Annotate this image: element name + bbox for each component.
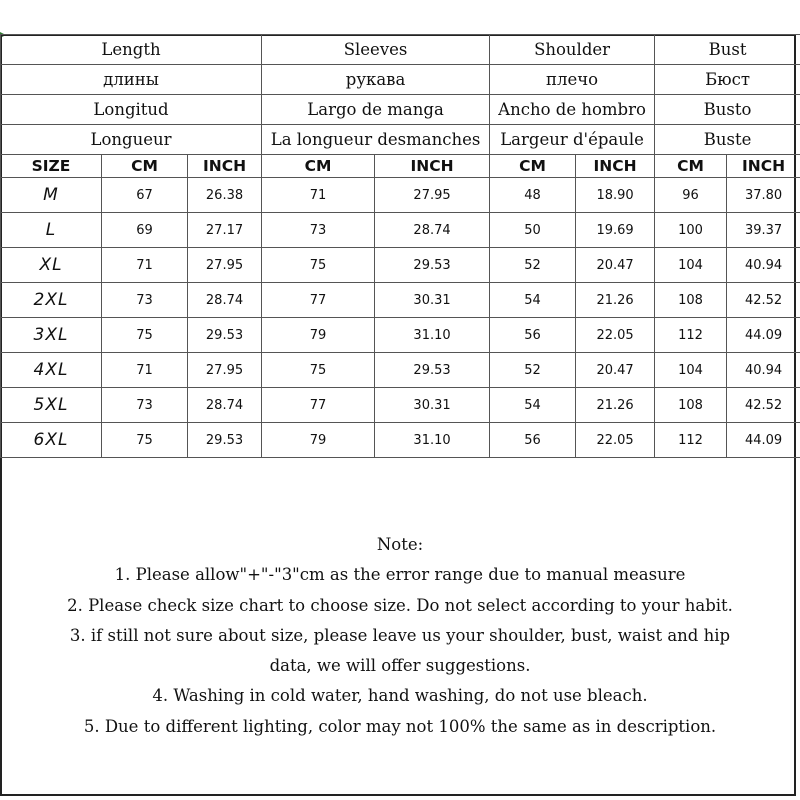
shoulder-inch-cell: 20.47 — [576, 353, 655, 388]
header-bust: Bust — [655, 35, 800, 65]
bust-inch-header: INCH — [727, 155, 800, 178]
length-cm-header: CM — [102, 155, 188, 178]
header-bust: Buste — [655, 125, 800, 155]
bust-cm-cell: 104 — [655, 353, 727, 388]
length-inch-cell: 27.95 — [188, 248, 262, 283]
bust-inch-cell: 44.09 — [727, 423, 800, 458]
shoulder-cm-cell: 54 — [490, 388, 576, 423]
bust-inch-cell: 40.94 — [727, 248, 800, 283]
header-bust: Бюст — [655, 65, 800, 95]
shoulder-cm-header: CM — [490, 155, 576, 178]
length-cm-cell: 73 — [102, 283, 188, 318]
size-cell: 4XL — [1, 353, 102, 388]
size-column-header: SIZE — [1, 155, 102, 178]
shoulder-inch-cell: 19.69 — [576, 213, 655, 248]
size-row — [1, 423, 800, 458]
header-sleeves: Largo de manga — [262, 95, 490, 125]
size-cell: 6XL — [1, 423, 102, 458]
length-inch-cell: 28.74 — [188, 283, 262, 318]
header-row-french — [1, 125, 800, 155]
length-cm-cell: 69 — [102, 213, 188, 248]
sleeves-cm-cell: 77 — [262, 283, 375, 318]
header-length: длины — [1, 65, 262, 95]
length-cm-cell: 75 — [102, 423, 188, 458]
bust-cm-cell: 108 — [655, 283, 727, 318]
length-inch-cell: 29.53 — [188, 318, 262, 353]
length-inch-cell: 27.17 — [188, 213, 262, 248]
bust-inch-cell: 40.94 — [727, 353, 800, 388]
sleeves-inch-cell: 30.31 — [375, 283, 490, 318]
length-inch-header: INCH — [188, 155, 262, 178]
sleeves-cm-cell: 75 — [262, 248, 375, 283]
header-shoulder: Ancho de hombro — [490, 95, 655, 125]
shoulder-inch-cell: 20.47 — [576, 248, 655, 283]
shoulder-inch-header: INCH — [576, 155, 655, 178]
sleeves-inch-cell: 28.74 — [375, 213, 490, 248]
shoulder-cm-cell: 48 — [490, 178, 576, 213]
header-bust: Busto — [655, 95, 800, 125]
bust-cm-cell: 100 — [655, 213, 727, 248]
size-cell: L — [1, 213, 102, 248]
header-shoulder: плечо — [490, 65, 655, 95]
shoulder-cm-cell: 56 — [490, 318, 576, 353]
sleeves-inch-cell: 31.10 — [375, 318, 490, 353]
length-inch-cell: 27.95 — [188, 353, 262, 388]
shoulder-inch-cell: 21.26 — [576, 283, 655, 318]
length-cm-cell: 71 — [102, 248, 188, 283]
bust-inch-cell: 42.52 — [727, 283, 800, 318]
notes-section — [0, 530, 800, 742]
header-sleeves: La longueur desmanches — [262, 125, 490, 155]
bust-inch-cell: 37.80 — [727, 178, 800, 213]
size-cell: XL — [1, 248, 102, 283]
bust-cm-cell: 104 — [655, 248, 727, 283]
shoulder-inch-cell: 18.90 — [576, 178, 655, 213]
shoulder-cm-cell: 50 — [490, 213, 576, 248]
size-chart-table — [0, 34, 800, 458]
sleeves-cm-cell: 77 — [262, 388, 375, 423]
note-line-1: 1. Please allow"+"-"3"cm as the error range due to manual measure — [114, 565, 686, 585]
header-sleeves: Sleeves — [262, 35, 490, 65]
length-cm-cell: 67 — [102, 178, 188, 213]
size-cell: M — [1, 178, 102, 213]
sleeves-inch-cell: 29.53 — [375, 353, 490, 388]
size-row — [1, 318, 800, 353]
bust-cm-header: CM — [655, 155, 727, 178]
length-inch-cell: 26.38 — [188, 178, 262, 213]
sleeves-cm-header: CM — [262, 155, 375, 178]
sleeves-inch-cell: 30.31 — [375, 388, 490, 423]
note-line-3: 3. if still not sure about size, please leave us your shoulder, bust, waist and hip — [69, 625, 731, 645]
bust-inch-cell: 42.52 — [727, 388, 800, 423]
header-sleeves: рукава — [262, 65, 490, 95]
length-inch-cell: 28.74 — [188, 388, 262, 423]
note-line-5: 5. Due to different lighting, color may not 100% the same as in description. — [83, 716, 717, 736]
sleeves-inch-header: INCH — [375, 155, 490, 178]
sleeves-cm-cell: 73 — [262, 213, 375, 248]
size-row — [1, 213, 800, 248]
sleeves-cm-cell: 79 — [262, 423, 375, 458]
size-row — [1, 178, 800, 213]
shoulder-cm-cell: 56 — [490, 423, 576, 458]
sleeves-cm-cell: 75 — [262, 353, 375, 388]
size-row — [1, 353, 800, 388]
shoulder-inch-cell: 22.05 — [576, 423, 655, 458]
length-inch-cell: 29.53 — [188, 423, 262, 458]
size-row — [1, 283, 800, 318]
bust-cm-cell: 112 — [655, 423, 727, 458]
size-cell: 5XL — [1, 388, 102, 423]
sleeves-inch-cell: 29.53 — [375, 248, 490, 283]
header-row-english — [1, 35, 800, 65]
bust-cm-cell: 112 — [655, 318, 727, 353]
bust-cm-cell: 96 — [655, 178, 727, 213]
header-shoulder: Shoulder — [490, 35, 655, 65]
shoulder-cm-cell: 52 — [490, 248, 576, 283]
size-cell: 3XL — [1, 318, 102, 353]
sleeves-cm-cell: 71 — [262, 178, 375, 213]
shoulder-inch-cell: 21.26 — [576, 388, 655, 423]
bust-cm-cell: 108 — [655, 388, 727, 423]
size-row — [1, 248, 800, 283]
shoulder-cm-cell: 54 — [490, 283, 576, 318]
header-row-spanish — [1, 95, 800, 125]
header-shoulder: Largeur d'épaule — [490, 125, 655, 155]
sleeves-inch-cell: 27.95 — [375, 178, 490, 213]
shoulder-inch-cell: 22.05 — [576, 318, 655, 353]
bust-inch-cell: 39.37 — [727, 213, 800, 248]
length-cm-cell: 73 — [102, 388, 188, 423]
unit-row — [1, 155, 800, 178]
sleeves-inch-cell: 31.10 — [375, 423, 490, 458]
note-line-4: 4. Washing in cold water, hand washing, do not use bleach. — [152, 686, 648, 706]
header-length: Length — [1, 35, 262, 65]
header-length: Longueur — [1, 125, 262, 155]
length-cm-cell: 75 — [102, 318, 188, 353]
notes-title: Note: — [376, 535, 424, 554]
length-cm-cell: 71 — [102, 353, 188, 388]
size-row — [1, 388, 800, 423]
header-row-russian — [1, 65, 800, 95]
size-cell: 2XL — [1, 283, 102, 318]
bust-inch-cell: 44.09 — [727, 318, 800, 353]
note-line-3-continued: data, we will offer suggestions. — [269, 656, 531, 676]
sleeves-cm-cell: 79 — [262, 318, 375, 353]
note-line-2: 2. Please check size chart to choose size. Do not select according to your habit. — [67, 595, 733, 615]
header-length: Longitud — [1, 95, 262, 125]
shoulder-cm-cell: 52 — [490, 353, 576, 388]
